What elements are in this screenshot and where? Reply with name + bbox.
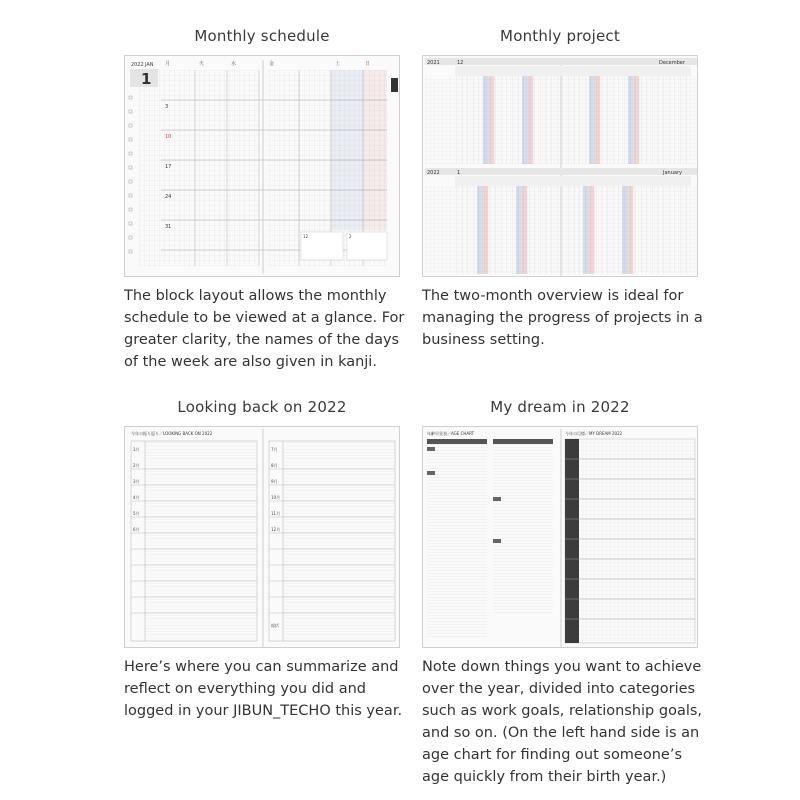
month-label: 6月: [133, 527, 140, 532]
day-label: 土: [335, 61, 341, 67]
month-label: 総括: [271, 623, 279, 628]
day-label: 日: [365, 61, 371, 67]
mini-cal-month: 12: [303, 234, 309, 239]
project-top-year: 2021: [427, 60, 440, 66]
date-label: 17: [165, 164, 172, 170]
my-dream-image: [422, 426, 698, 648]
month-label: 1月: [133, 447, 140, 452]
panel-caption: Note down things you want to achieve over the year, divided into categories such as work goals, relationship goals, and so on. (On the left hand side is an age chart for finding out someone’s age quickly from their birth year.): [422, 659, 703, 785]
monthly-schedule-image: [124, 55, 400, 277]
year-label: 2022: [131, 62, 144, 68]
date-label: 10: [165, 134, 172, 140]
project-bottom-year: 2022: [427, 170, 440, 176]
panel-title: My dream in 2022: [490, 398, 630, 416]
month-label: 7月: [271, 447, 278, 452]
panel-caption: The two-month overview is ideal for managing the progress of projects in a business setting.: [422, 288, 703, 348]
day-label: 金: [269, 61, 275, 67]
monthly-project-image: [422, 55, 698, 277]
month-abbr: JAN: [145, 62, 154, 68]
month-number: 1: [141, 70, 152, 88]
date-label: 24: [165, 194, 172, 200]
age-chart-header: 年齢早見表／AGE CHART: [427, 431, 475, 436]
month-label: 12月: [271, 527, 281, 532]
day-label: 火: [199, 61, 205, 67]
month-label: 3月: [133, 479, 140, 484]
date-label: 3: [165, 104, 169, 110]
date-label: 31: [165, 224, 172, 230]
panel-caption: The block layout allows the monthly schedule to be viewed at a glance. For greater clarity, the names of the days of the week are also given in kanji.: [124, 288, 405, 370]
project-bottom-month-name: January: [663, 170, 682, 176]
month-label: 2月: [133, 463, 140, 468]
looking-back-image: [124, 426, 400, 648]
panel-title: Looking back on 2022: [177, 398, 347, 416]
day-label: 水: [231, 61, 237, 67]
mini-cal-month: 2: [349, 234, 352, 239]
dream-header: 今年の目標／MY DREAM 2022: [565, 431, 623, 436]
month-label: 5月: [133, 511, 140, 516]
day-label: 月: [165, 61, 171, 67]
project-top-month-name: December: [659, 60, 685, 66]
month-label: 11月: [271, 511, 281, 516]
month-label: 8月: [271, 463, 278, 468]
panel-title: Monthly project: [500, 27, 620, 45]
panel-caption: Here’s where you can summarize and reflect on everything you did and logged in your JIBUN_TECHO this year.: [124, 659, 403, 719]
project-bottom-month: 1: [457, 170, 461, 176]
month-label: 10月: [271, 495, 281, 500]
looking-back-header: 今年の振り返り／LOOKING BACK ON 2022: [131, 431, 213, 436]
panel-title: Monthly schedule: [194, 27, 330, 45]
project-top-month: 12: [457, 60, 464, 66]
month-label: 4月: [133, 495, 140, 500]
month-label: 9月: [271, 479, 278, 484]
